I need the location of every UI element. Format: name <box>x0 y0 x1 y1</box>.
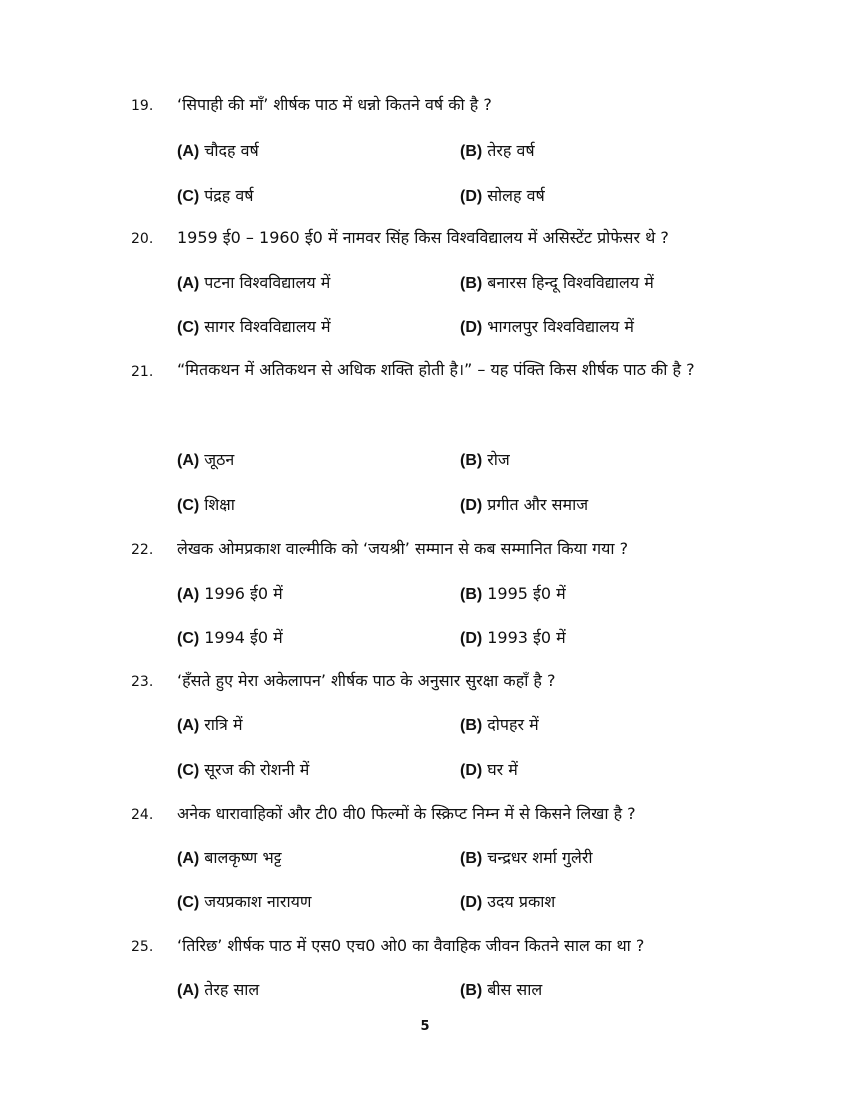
option-label: (B) <box>460 982 483 999</box>
option-a <box>177 582 283 604</box>
question-line <box>0 933 850 963</box>
option-label: (A) <box>177 717 200 734</box>
option-text: दोपहर में <box>487 715 539 734</box>
question-text: ‘हँसते हुए मेरा अकेलापन’ शीर्षक पाठ के अनुसार सुरक्षा कहाँ है ? <box>177 671 556 690</box>
option-label: (D) <box>460 319 483 336</box>
option-text: 1993 ई0 में <box>487 628 566 647</box>
option-b <box>460 139 535 161</box>
option-d <box>460 890 555 912</box>
question-line <box>0 348 850 428</box>
option-text: सागर विश्वविद्यालय में <box>204 317 331 336</box>
option-c <box>177 184 254 206</box>
option-text: रात्रि में <box>204 715 243 734</box>
option-label: (C) <box>177 319 200 336</box>
option-label: (C) <box>177 188 200 205</box>
option-label: (D) <box>460 188 483 205</box>
option-d <box>460 493 588 515</box>
question-text: अनेक धारावाहिकों और टी0 वी0 फिल्मों के स्क्रिप्ट निम्न में से किसने लिखा है ? <box>177 804 636 823</box>
option-text: उदय प्रकाश <box>487 892 556 911</box>
option-label: (C) <box>177 762 200 779</box>
question-text: 1959 ई0 – 1960 ई0 में नामवर सिंह किस विश्वविद्यालय में असिस्टेंट प्रोफेसर थे ? <box>177 228 669 247</box>
option-label: (C) <box>177 894 200 911</box>
option-text: शिक्षा <box>204 495 235 514</box>
option-label: (B) <box>460 275 483 292</box>
option-c <box>177 493 235 515</box>
option-b <box>460 271 654 293</box>
option-text: 1994 ई0 में <box>204 628 283 647</box>
question-number: 19. <box>131 98 154 114</box>
option-text: चौदह वर्ष <box>204 141 259 160</box>
option-c <box>177 626 283 648</box>
option-label: (A) <box>177 850 200 867</box>
option-label: (D) <box>460 894 483 911</box>
option-label: (A) <box>177 275 200 292</box>
option-a <box>177 139 259 161</box>
question-line <box>0 92 850 122</box>
option-label: (B) <box>460 850 483 867</box>
option-text: तेरह वर्ष <box>487 141 535 160</box>
option-text: तेरह साल <box>204 980 260 999</box>
option-text: जयप्रकाश नारायण <box>204 892 312 911</box>
question-number: 25. <box>131 939 154 955</box>
option-text: सोलह वर्ष <box>487 186 545 205</box>
option-a <box>177 978 259 1000</box>
option-label: (A) <box>177 586 200 603</box>
option-b <box>460 582 566 604</box>
option-c <box>177 758 309 780</box>
option-text: सूरज की रोशनी में <box>204 760 310 779</box>
question-text: “मितकथन में अतिकथन से अधिक शक्ति होती है।” – यह पंक्ति किस शीर्षक पाठ की है ? <box>177 360 695 379</box>
option-text: 1995 ई0 में <box>487 584 566 603</box>
option-text: बनारस हिन्दू विश्वविद्यालय में <box>487 273 654 292</box>
option-text: रोज <box>487 450 510 469</box>
option-a <box>177 846 282 868</box>
option-text: प्रगीत और समाज <box>487 495 589 514</box>
option-text: चन्द्रधर शर्मा गुलेरी <box>487 848 593 867</box>
option-label: (A) <box>177 452 200 469</box>
option-label: (A) <box>177 143 200 160</box>
option-d <box>460 626 566 648</box>
question-line <box>0 801 850 831</box>
option-b <box>460 846 593 868</box>
option-label: (D) <box>460 630 483 647</box>
question-number: 20. <box>131 231 154 247</box>
option-c <box>177 890 311 912</box>
option-a <box>177 271 330 293</box>
question-number: 23. <box>131 674 154 690</box>
option-text: पटना विश्वविद्यालय में <box>204 273 331 292</box>
option-label: (D) <box>460 762 483 779</box>
option-text: पंद्रह वर्ष <box>204 186 254 205</box>
option-a <box>177 713 243 735</box>
option-label: (B) <box>460 143 483 160</box>
question-line <box>0 536 850 566</box>
option-d <box>460 184 545 206</box>
option-text: बीस साल <box>487 980 543 999</box>
question-text: ‘सिपाही की माँ’ शीर्षक पाठ में धन्नो कितने वर्ष की है ? <box>177 95 492 114</box>
option-text: 1996 ई0 में <box>204 584 283 603</box>
option-c <box>177 315 331 337</box>
question-number: 24. <box>131 807 154 823</box>
option-label: (B) <box>460 717 483 734</box>
option-d <box>460 758 518 780</box>
option-text: बालकृष्ण भट्ट <box>204 848 282 867</box>
question-text: लेखक ओमप्रकाश वाल्मीकि को ‘जयश्री’ सम्मान से कब सम्मानित किया गया ? <box>177 539 629 558</box>
question-line <box>0 668 850 698</box>
option-b <box>460 978 542 1000</box>
option-label: (D) <box>460 497 483 514</box>
option-label: (C) <box>177 630 200 647</box>
option-a <box>177 448 234 470</box>
question-line <box>0 225 850 255</box>
option-d <box>460 315 634 337</box>
option-label: (B) <box>460 452 483 469</box>
question-text: ‘तिरिछ’ शीर्षक पाठ में एस0 एच0 ओ0 का वैवाहिक जीवन कितने साल का था ? <box>177 936 645 955</box>
option-label: (B) <box>460 586 483 603</box>
option-text: जूठन <box>204 450 235 469</box>
option-b <box>460 448 510 470</box>
option-text: घर में <box>487 760 518 779</box>
option-label: (A) <box>177 982 200 999</box>
option-label: (C) <box>177 497 200 514</box>
question-number: 21. <box>131 364 154 380</box>
question-number: 22. <box>131 542 154 558</box>
option-b <box>460 713 539 735</box>
page-number: 5 <box>420 1019 430 1034</box>
option-text: भागलपुर विश्वविद्यालय में <box>487 317 634 336</box>
